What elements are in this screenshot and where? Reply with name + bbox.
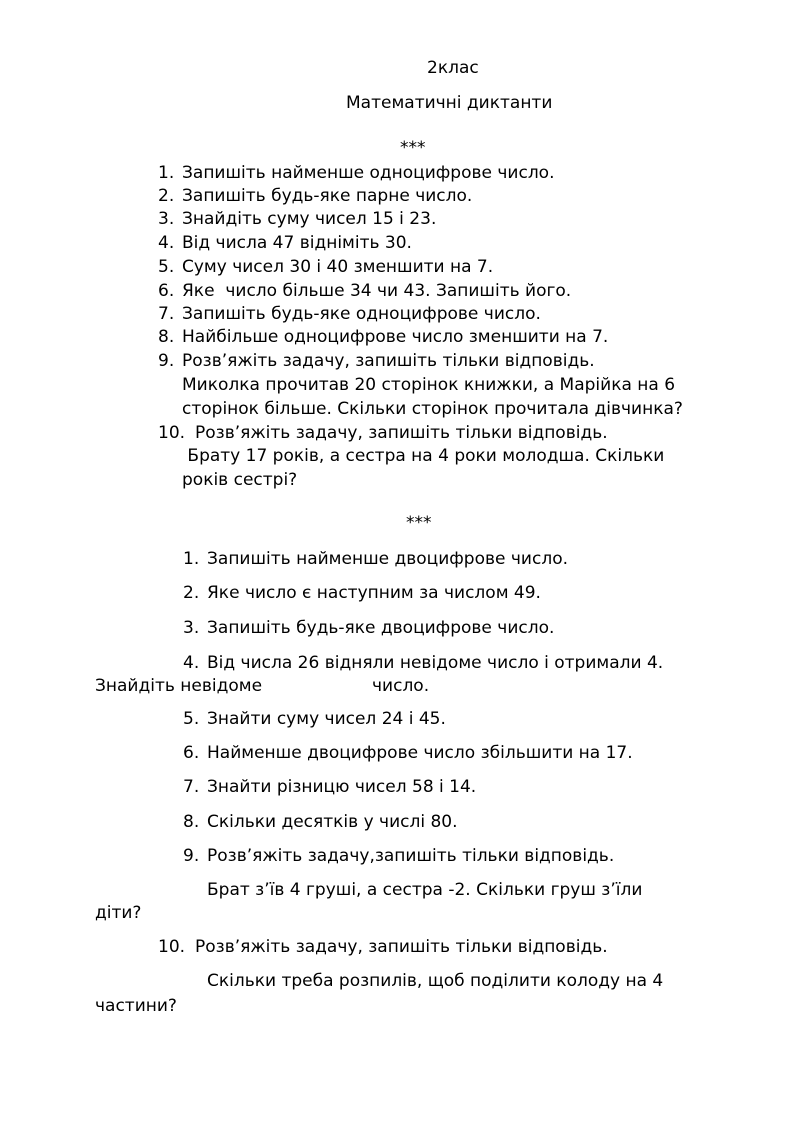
item-text: Яке число є наступним за числом 49. <box>207 583 541 603</box>
list-item-4 <box>183 652 663 674</box>
item-text: Скільки десятків у числі 80. <box>207 812 458 832</box>
grade-label: 2клас <box>427 58 479 78</box>
list-item-6 <box>158 280 571 302</box>
item-9-continuation-2: сторінок більше. Скільки сторінок прочитала дівчинка? <box>182 399 683 419</box>
list-item-10 <box>158 422 608 444</box>
item-number: 1. <box>183 549 200 569</box>
item-9-continuation-1: Миколка прочитав 20 сторінок книжки, а Марійка на 6 <box>182 375 676 395</box>
list-item-6 <box>183 742 633 764</box>
list-item-8 <box>183 811 458 833</box>
list-item-2 <box>158 185 472 207</box>
item-number: 4. <box>158 233 175 253</box>
item-number: 3. <box>158 209 175 229</box>
item-4-continuation-a: Знайдіть невідоме <box>95 676 263 696</box>
list-item-3 <box>183 617 554 639</box>
item-text: Розв’яжіть задачу,запишіть тільки відповідь. <box>207 846 615 866</box>
item-number: 6. <box>183 743 200 763</box>
item-text: Запишіть будь-яке двоцифрове число. <box>207 618 555 638</box>
item-number: 8. <box>183 812 200 832</box>
list-item-8 <box>158 326 608 348</box>
item-number: 3. <box>183 618 200 638</box>
item-10-continuation: частини? <box>95 996 177 1016</box>
item-text: Суму чисел 30 і 40 зменшити на 7. <box>182 257 494 277</box>
list-item-1 <box>183 548 568 570</box>
list-item-9 <box>158 350 595 372</box>
item-text: Знайти різницю чисел 58 і 14. <box>207 777 477 797</box>
item-number: 10. <box>158 937 186 957</box>
item-number: 8. <box>158 327 175 347</box>
item-10-subtext: Скільки треба розпилів, щоб поділити колоду на 4 <box>207 971 664 991</box>
item-text: Яке число більше 34 чи 43. Запишіть його. <box>182 281 572 301</box>
list-item-9 <box>183 845 614 867</box>
list-item-7 <box>183 776 476 798</box>
list-item-7 <box>158 303 541 325</box>
item-text: Від числа 26 відняли невідоме число і отримали 4. <box>207 653 664 673</box>
item-text: Найбільше одноцифрове число зменшити на 7. <box>182 327 609 347</box>
item-text: Знайдіть суму чисел 15 і 23. <box>182 209 437 229</box>
item-number: 7. <box>183 777 200 797</box>
item-text: Запишіть будь-яке одноцифрове число. <box>182 304 541 324</box>
document-title: Математичні диктанти <box>346 93 553 113</box>
list-item-5 <box>158 256 493 278</box>
item-text: Розв’яжіть задачу, запишіть тільки відповідь. <box>182 351 595 371</box>
item-9-subtext: Брат з’їв 4 груші, а сестра -2. Скільки груш з’їли <box>207 880 643 900</box>
item-number: 1. <box>158 163 175 183</box>
item-text: Запишіть будь-яке парне число. <box>182 186 473 206</box>
item-number: 10. <box>158 423 186 443</box>
item-text: Розв’яжіть задачу, запишіть тільки відповідь. <box>195 423 608 443</box>
item-number: 5. <box>158 257 175 277</box>
item-number: 5. <box>183 709 200 729</box>
item-text: Від числа 47 відніміть 30. <box>182 233 412 253</box>
item-text: Найменше двоцифрове число збільшити на 17. <box>207 743 633 763</box>
item-4-continuation-b: число. <box>372 676 430 696</box>
item-number: 4. <box>183 653 200 673</box>
item-text: Розв’яжіть задачу, запишіть тільки відповідь. <box>195 937 608 957</box>
list-item-5 <box>183 708 446 730</box>
list-item-1 <box>158 162 555 184</box>
item-text: Запишіть найменше двоцифрове число. <box>207 549 568 569</box>
section-separator-2: *** <box>406 513 432 533</box>
item-10-continuation-2: років сестрі? <box>182 470 298 490</box>
item-number: 6. <box>158 281 175 301</box>
item-number: 7. <box>158 304 175 324</box>
item-number: 9. <box>183 846 200 866</box>
item-number: 9. <box>158 351 175 371</box>
section-separator-1: *** <box>400 138 426 158</box>
item-9-continuation: діти? <box>95 903 142 923</box>
list-item-2 <box>183 582 541 604</box>
item-number: 2. <box>183 583 200 603</box>
item-number: 2. <box>158 186 175 206</box>
list-item-3 <box>158 208 436 230</box>
item-text: Знайти суму чисел 24 і 45. <box>207 709 446 729</box>
item-text: Запишіть найменше одноцифрове число. <box>182 163 555 183</box>
list-item-4 <box>158 232 412 254</box>
item-10-continuation-1: Брату 17 років, а сестра на 4 роки молодша. Скільки <box>182 446 665 466</box>
list-item-10 <box>158 936 608 958</box>
